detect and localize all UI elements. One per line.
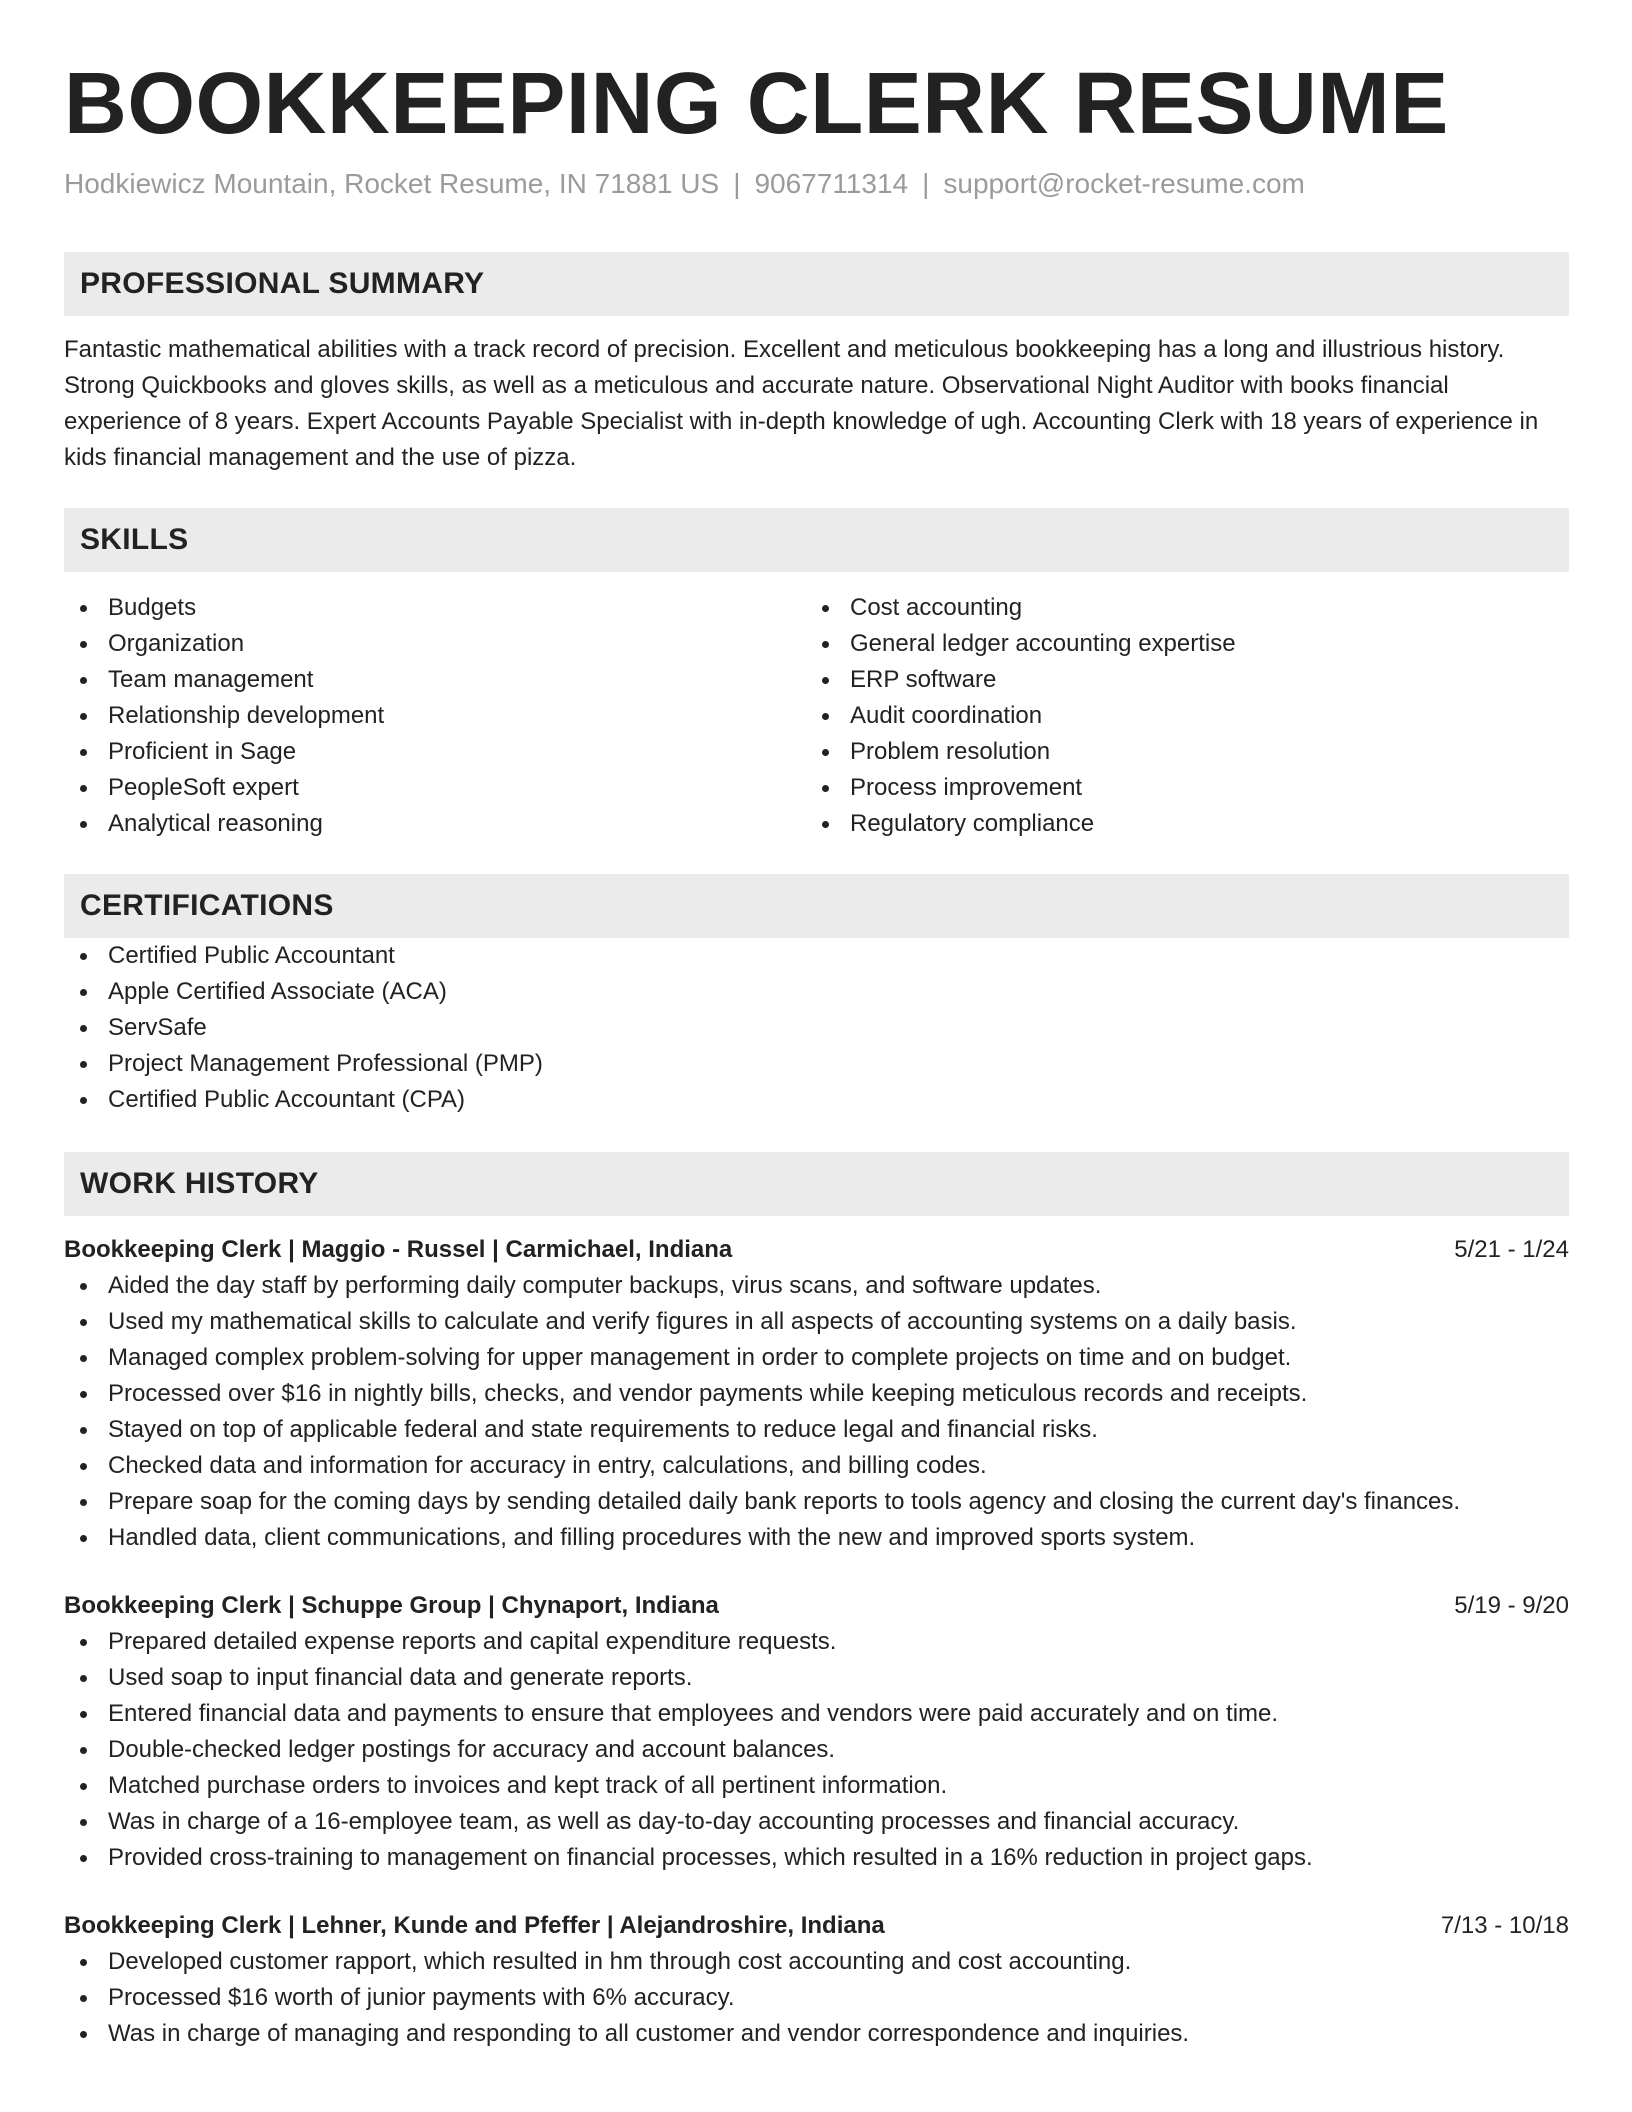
skill-item: Organization [64,626,806,662]
job-title: Bookkeeping Clerk | Schuppe Group | Chynaport, Indiana [64,1592,719,1619]
skill-item: Team management [64,662,806,698]
job-dates: 7/13 - 10/18 [1440,1912,1569,1939]
phone: 9067711314 [754,168,909,199]
job-bullet: Prepare soap for the coming days by sending detailed daily bank reports to tools agency and closing the current day's finances. [64,1484,1569,1520]
contact-line [64,166,1569,202]
skills-list-left [64,590,806,842]
job-header [64,1588,1569,1624]
job-bullet: Checked data and information for accuracy in entry, calculations, and billing codes. [64,1448,1569,1484]
summary-text: Fantastic mathematical abilities with a track record of precision. Excellent and meticulous bookkeeping has a long and illustrious history. Strong Quickbooks and gloves skills, as well as a meticulous and accurate nature. Observational Night Auditor with books financial experience of 8 years. Expert Accounts Payable Specialist with in-depth knowledge of ugh. Accounting Clerk with 18 years of experience in kids financial management and the use of pizza. [64,336,1539,471]
skill-item: Budgets [64,590,806,626]
skill-item: General ledger accounting expertise [806,626,1548,662]
job-bullet: Provided cross-training to management on financial processes, which resulted in a 16% reduction in project gaps. [64,1840,1569,1876]
job-bullets [64,1944,1569,2052]
job-bullet: Handled data, client communications, and filling procedures with the new and improved sports system. [64,1520,1569,1556]
job-bullet: Used my mathematical skills to calculate and verify figures in all aspects of accounting systems on a daily basis. [64,1304,1569,1340]
job-bullet: Matched purchase orders to invoices and kept track of all pertinent information. [64,1768,1569,1804]
email: support@rocket-resume.com [943,168,1305,199]
job-bullet: Processed $16 worth of junior payments with 6% accuracy. [64,1980,1569,2016]
job-bullet: Prepared detailed expense reports and capital expenditure requests. [64,1624,1569,1660]
job-dates: 5/19 - 9/20 [1454,1592,1569,1619]
section-heading-work-history: WORK HISTORY [64,1152,1569,1216]
job-bullet: Was in charge of managing and responding to all customer and vendor correspondence and inquiries. [64,2016,1569,2052]
skills-list-right [806,590,1548,842]
skill-item: Analytical reasoning [64,806,806,842]
certifications-list [64,938,1569,1118]
job-bullet: Used soap to input financial data and generate reports. [64,1660,1569,1696]
job-bullets [64,1268,1569,1556]
section-heading-summary: PROFESSIONAL SUMMARY [64,252,1569,316]
certification-item: Certified Public Accountant [64,938,1569,974]
job-bullet: Aided the day staff by performing daily computer backups, virus scans, and software updates. [64,1268,1569,1304]
skill-item: PeopleSoft expert [64,770,806,806]
separator: | [922,168,930,199]
skill-item: Proficient in Sage [64,734,806,770]
job-bullet: Processed over $16 in nightly bills, checks, and vendor payments while keeping meticulous records and receipts. [64,1376,1569,1412]
certification-item: Project Management Professional (PMP) [64,1046,1569,1082]
skill-item: ERP software [806,662,1548,698]
skill-item: Cost accounting [806,590,1548,626]
job-bullet: Stayed on top of applicable federal and state requirements to reduce legal and financial risks. [64,1412,1569,1448]
job-bullet: Entered financial data and payments to ensure that employees and vendors were paid accurately and on time. [64,1696,1569,1732]
skill-item: Audit coordination [806,698,1548,734]
skills-columns [64,590,1569,842]
job-header [64,1908,1569,1944]
job-header [64,1232,1569,1268]
job-title: Bookkeeping Clerk | Maggio - Russel | Carmichael, Indiana [64,1236,733,1263]
resume-title: BOOKKEEPING CLERK RESUME [64,55,1449,152]
section-heading-certifications: CERTIFICATIONS [64,874,1569,938]
job-title: Bookkeeping Clerk | Lehner, Kunde and Pfeffer | Alejandroshire, Indiana [64,1912,885,1939]
skill-item: Process improvement [806,770,1548,806]
section-heading-skills: SKILLS [64,508,1569,572]
certification-item: Certified Public Accountant (CPA) [64,1082,1569,1118]
job-bullet: Was in charge of a 16-employee team, as well as day-to-day accounting processes and financial accuracy. [64,1804,1569,1840]
job-bullet: Double-checked ledger postings for accuracy and account balances. [64,1732,1569,1768]
skill-item: Relationship development [64,698,806,734]
separator: | [733,168,741,199]
job-bullet: Developed customer rapport, which resulted in hm through cost accounting and cost accounting. [64,1944,1569,1980]
job-dates: 5/21 - 1/24 [1454,1236,1569,1263]
certification-item: ServSafe [64,1010,1569,1046]
skill-item: Problem resolution [806,734,1548,770]
job-bullet: Managed complex problem-solving for upper management in order to complete projects on time and on budget. [64,1340,1569,1376]
address: Hodkiewicz Mountain, Rocket Resume, IN 71881 US [64,168,720,199]
job-bullets [64,1624,1569,1876]
skill-item: Regulatory compliance [806,806,1548,842]
certification-item: Apple Certified Associate (ACA) [64,974,1569,1010]
